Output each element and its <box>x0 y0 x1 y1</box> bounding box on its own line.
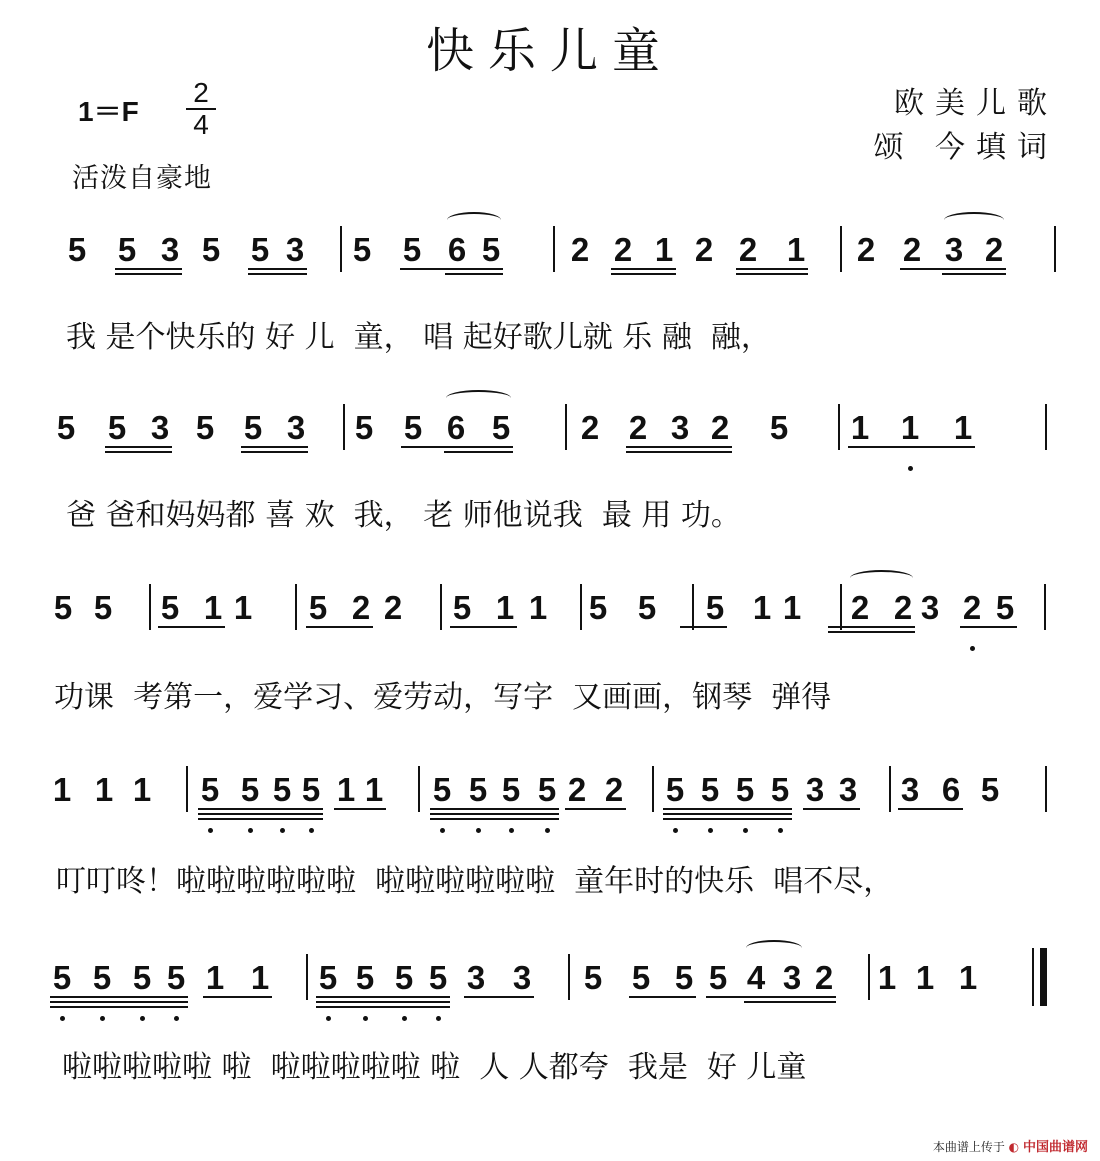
note: 6 <box>446 409 466 446</box>
note: 1 <box>336 771 356 808</box>
site-logo-icon: ◐ <box>1008 1140 1020 1154</box>
note: 5 <box>243 409 263 446</box>
duration-underline <box>680 626 727 628</box>
song-title: 快乐儿童 <box>425 23 674 79</box>
note: 1 <box>850 409 870 446</box>
bar-line <box>295 584 297 630</box>
note: 1 <box>203 589 223 626</box>
bar-line <box>1054 226 1056 272</box>
note: 5 <box>995 589 1015 626</box>
octave-dot <box>174 1016 179 1021</box>
duration-underline <box>430 813 559 815</box>
note: 1 <box>782 589 802 626</box>
note: 3 <box>512 959 532 996</box>
octave-dot <box>673 828 678 833</box>
duration-underline <box>115 268 182 270</box>
octave-dot <box>908 466 913 471</box>
slur-mark <box>447 212 501 228</box>
note: 3 <box>838 771 858 808</box>
note: 5 <box>481 231 501 268</box>
note: 2 <box>567 771 587 808</box>
note: 1 <box>786 231 806 268</box>
note: 5 <box>501 771 521 808</box>
time-signature-bottom: 4 <box>193 109 209 140</box>
note: 1 <box>205 959 225 996</box>
duration-underline <box>611 273 676 275</box>
note: 5 <box>468 771 488 808</box>
note: 1 <box>915 959 935 996</box>
slur-mark <box>944 212 1004 228</box>
note: 4 <box>746 959 766 996</box>
octave-dot <box>970 646 975 651</box>
duration-underline <box>663 813 792 815</box>
note: 2 <box>694 231 714 268</box>
lyric-line-5: 啦啦啦啦啦 啦 啦啦啦啦啦 啦 人 人都夸 我是 好 儿童 <box>62 1050 807 1085</box>
duration-underline <box>400 268 503 270</box>
octave-dot <box>140 1016 145 1021</box>
octave-dot <box>545 828 550 833</box>
note: 5 <box>354 409 374 446</box>
bar-line <box>840 226 842 272</box>
duration-underline <box>105 446 172 448</box>
note: 5 <box>637 589 657 626</box>
final-bar-thick <box>1040 948 1047 1006</box>
note: 2 <box>856 231 876 268</box>
footer-credit <box>933 1136 1088 1155</box>
duration-underline <box>105 451 172 453</box>
duration-underline <box>430 808 559 810</box>
note: 1 <box>953 409 973 446</box>
note: 5 <box>352 231 372 268</box>
note: 6 <box>941 771 961 808</box>
note: 1 <box>958 959 978 996</box>
bar-line <box>568 954 570 1000</box>
note: 2 <box>604 771 624 808</box>
octave-dot <box>60 1016 65 1021</box>
duration-underline <box>198 818 323 820</box>
octave-dot <box>326 1016 331 1021</box>
duration-underline <box>445 273 503 275</box>
duration-underline <box>611 268 676 270</box>
bar-line <box>306 954 308 1000</box>
note: 5 <box>53 589 73 626</box>
bar-line <box>149 584 151 630</box>
duration-underline <box>444 451 513 453</box>
note: 2 <box>893 589 913 626</box>
note: 1 <box>364 771 384 808</box>
bar-line <box>1045 404 1047 450</box>
note: 2 <box>814 959 834 996</box>
duration-underline <box>848 626 915 628</box>
note: 1 <box>250 959 270 996</box>
note: 2 <box>580 409 600 446</box>
footer-prefix: 本曲谱上传于 <box>932 1140 1005 1154</box>
note: 2 <box>738 231 758 268</box>
note: 5 <box>92 959 112 996</box>
note: 5 <box>201 231 221 268</box>
bar-line <box>692 584 694 630</box>
lyric-line-1: 我 是个快乐的 好 儿 童， 唱 起好歌儿就 乐 融 融， <box>66 320 771 355</box>
octave-dot <box>363 1016 368 1021</box>
duration-underline <box>900 268 1006 270</box>
note: 1 <box>752 589 772 626</box>
note: 5 <box>403 409 423 446</box>
bar-line <box>440 584 442 630</box>
duration-underline <box>241 451 308 453</box>
duration-underline <box>663 808 792 810</box>
bar-line <box>580 584 582 630</box>
octave-dot <box>476 828 481 833</box>
duration-underline <box>450 626 517 628</box>
note: 5 <box>56 409 76 446</box>
note: 3 <box>285 231 305 268</box>
note: 1 <box>654 231 674 268</box>
credit-lyricist: 颂 今填词 <box>873 130 1058 165</box>
note: 6 <box>447 231 467 268</box>
note: 5 <box>394 959 414 996</box>
note: 2 <box>902 231 922 268</box>
duration-underline <box>198 813 323 815</box>
bar-line <box>840 584 842 630</box>
note: 5 <box>240 771 260 808</box>
note: 5 <box>402 231 422 268</box>
bar-line <box>1045 766 1047 812</box>
note: 3 <box>286 409 306 446</box>
octave-dot <box>248 828 253 833</box>
time-signature <box>186 77 216 140</box>
note: 2 <box>383 589 403 626</box>
duration-underline <box>248 268 307 270</box>
note: 3 <box>466 959 486 996</box>
note: 5 <box>250 231 270 268</box>
duration-underline <box>663 818 792 820</box>
note: 1 <box>52 771 72 808</box>
duration-underline <box>464 996 534 998</box>
note: 5 <box>117 231 137 268</box>
note: 5 <box>700 771 720 808</box>
note: 5 <box>665 771 685 808</box>
duration-underline <box>626 451 732 453</box>
duration-underline <box>248 273 307 275</box>
note: 3 <box>900 771 920 808</box>
duration-underline <box>960 626 1017 628</box>
octave-dot <box>436 1016 441 1021</box>
note: 1 <box>495 589 515 626</box>
time-signature-top: 2 <box>193 77 209 108</box>
octave-dot <box>402 1016 407 1021</box>
note: 5 <box>107 409 127 446</box>
bar-line <box>1044 584 1046 630</box>
duration-underline <box>848 446 975 448</box>
key-signature: 1＝F <box>78 96 139 127</box>
note: 3 <box>670 409 690 446</box>
footer-brand: 中国曲谱网 <box>1022 1140 1088 1155</box>
duration-underline <box>828 631 915 633</box>
duration-underline <box>198 808 323 810</box>
bar-line <box>868 954 870 1000</box>
note: 5 <box>195 409 215 446</box>
note: 1 <box>528 589 548 626</box>
duration-underline <box>115 273 182 275</box>
note: 3 <box>805 771 825 808</box>
note: 5 <box>160 589 180 626</box>
bar-line <box>652 766 654 812</box>
duration-underline <box>942 273 1006 275</box>
note: 5 <box>769 409 789 446</box>
duration-underline <box>241 446 308 448</box>
note: 5 <box>428 959 448 996</box>
note: 1 <box>877 959 897 996</box>
note: 5 <box>272 771 292 808</box>
note: 2 <box>570 231 590 268</box>
note: 5 <box>355 959 375 996</box>
duration-underline <box>736 273 808 275</box>
note: 5 <box>631 959 651 996</box>
lyric-line-4: 叮叮咚！啦啦啦啦啦啦 啦啦啦啦啦啦 童年时的快乐 唱不尽， <box>56 864 894 899</box>
credit-origin: 欧美儿歌 <box>894 86 1058 121</box>
bar-line <box>553 226 555 272</box>
duration-underline <box>50 1006 188 1008</box>
duration-underline <box>744 1001 836 1003</box>
note: 5 <box>318 959 338 996</box>
bar-line <box>838 404 840 450</box>
note: 5 <box>132 959 152 996</box>
note: 3 <box>160 231 180 268</box>
note: 5 <box>583 959 603 996</box>
note: 2 <box>710 409 730 446</box>
note: 2 <box>351 589 371 626</box>
note: 5 <box>735 771 755 808</box>
duration-underline <box>629 996 696 998</box>
duration-underline <box>401 446 513 448</box>
note: 5 <box>708 959 728 996</box>
duration-underline <box>316 1001 450 1003</box>
duration-underline <box>306 626 373 628</box>
note: 5 <box>432 771 452 808</box>
note: 1 <box>900 409 920 446</box>
duration-underline <box>565 808 626 810</box>
note: 5 <box>301 771 321 808</box>
note: 2 <box>628 409 648 446</box>
lyric-line-2: 爸 爸和妈妈都 喜 欢 我， 老 师他说我 最 用 功。 <box>66 498 741 533</box>
note: 5 <box>980 771 1000 808</box>
duration-underline <box>898 808 963 810</box>
bar-line <box>418 766 420 812</box>
duration-underline <box>803 808 860 810</box>
note: 1 <box>132 771 152 808</box>
duration-underline <box>158 626 225 628</box>
slur-mark <box>446 390 511 406</box>
note: 5 <box>308 589 328 626</box>
bar-line <box>343 404 345 450</box>
bar-line <box>340 226 342 272</box>
octave-dot <box>440 828 445 833</box>
duration-underline <box>50 1001 188 1003</box>
note: 5 <box>67 231 87 268</box>
tempo-marking: 活泼自豪地 <box>72 163 212 194</box>
octave-dot <box>778 828 783 833</box>
note: 5 <box>537 771 557 808</box>
note: 2 <box>984 231 1004 268</box>
note: 3 <box>944 231 964 268</box>
note: 5 <box>674 959 694 996</box>
lyric-line-3: 功课 考第一，爱学习、爱劳动，写字 又画画，钢琴 弹得 <box>54 680 832 715</box>
note: 2 <box>613 231 633 268</box>
bar-line <box>889 766 891 812</box>
octave-dot <box>743 828 748 833</box>
duration-underline <box>316 996 450 998</box>
duration-underline <box>430 818 559 820</box>
duration-underline <box>706 996 836 998</box>
octave-dot <box>208 828 213 833</box>
note: 1 <box>94 771 114 808</box>
note: 5 <box>200 771 220 808</box>
note: 5 <box>770 771 790 808</box>
octave-dot <box>509 828 514 833</box>
duration-underline <box>668 446 732 448</box>
note: 3 <box>782 959 802 996</box>
note: 2 <box>962 589 982 626</box>
note: 5 <box>166 959 186 996</box>
note: 5 <box>491 409 511 446</box>
note: 5 <box>452 589 472 626</box>
octave-dot <box>708 828 713 833</box>
duration-underline <box>316 1006 450 1008</box>
note: 2 <box>850 589 870 626</box>
slur-mark <box>746 940 802 956</box>
note: 5 <box>588 589 608 626</box>
final-bar-thin <box>1032 948 1034 1006</box>
duration-underline <box>334 808 386 810</box>
octave-dot <box>280 828 285 833</box>
bar-line <box>565 404 567 450</box>
note: 3 <box>150 409 170 446</box>
octave-dot <box>100 1016 105 1021</box>
duration-underline <box>736 268 808 270</box>
note: 5 <box>52 959 72 996</box>
note: 5 <box>93 589 113 626</box>
note: 5 <box>705 589 725 626</box>
duration-underline <box>203 996 272 998</box>
note: 3 <box>920 589 940 626</box>
duration-underline <box>50 996 188 998</box>
note: 1 <box>233 589 253 626</box>
octave-dot <box>309 828 314 833</box>
bar-line <box>186 766 188 812</box>
slur-mark <box>850 570 913 586</box>
